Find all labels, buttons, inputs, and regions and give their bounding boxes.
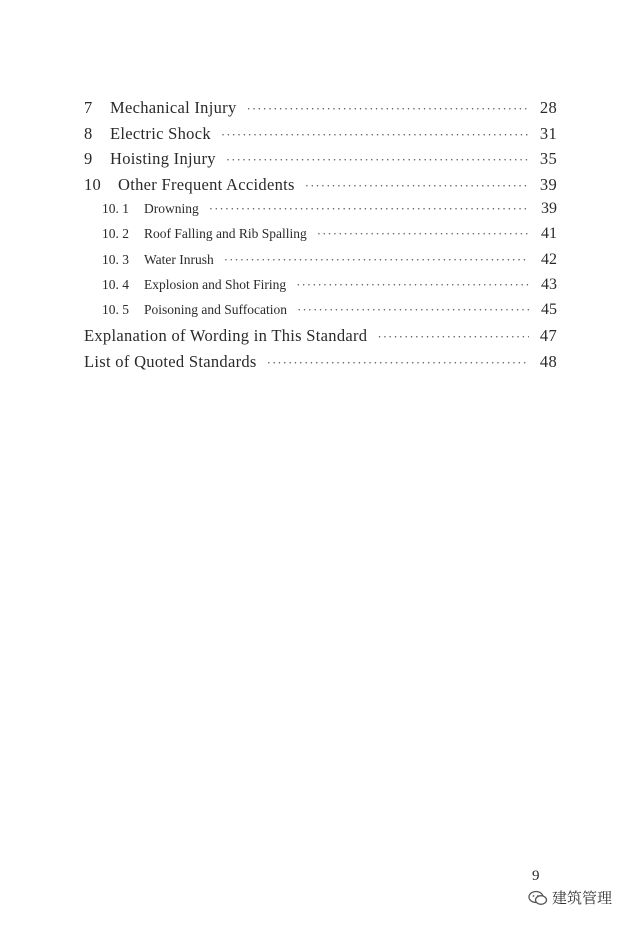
toc-subentry[interactable] — [84, 276, 557, 301]
toc-entry[interactable] — [84, 98, 557, 124]
toc-entry-page: 39 — [541, 200, 557, 217]
table-of-contents — [84, 98, 557, 377]
toc-entry-title: Electric Shock — [110, 123, 211, 143]
toc-entry-title: Water Inrush — [144, 251, 214, 267]
dot-leader — [267, 355, 529, 371]
toc-entry-title: Drowning — [144, 201, 199, 216]
wechat-icon — [528, 890, 548, 906]
toc-entry-page: 45 — [541, 301, 557, 319]
toc-entry-page: 31 — [539, 123, 557, 143]
toc-entry-title: List of Quoted Standards — [84, 351, 257, 371]
dot-leader — [209, 201, 529, 217]
dot-leader — [305, 178, 529, 194]
toc-entry-number: 10. 1 — [102, 201, 129, 216]
toc-entry-number: 10. 5 — [102, 302, 129, 318]
page-number: 9 — [532, 868, 540, 884]
dot-leader — [296, 277, 529, 293]
toc-entry-page: 48 — [539, 351, 557, 371]
toc-entry-title: Roof Falling and Rib Spalling — [144, 226, 307, 242]
toc-entry-number: 9 — [84, 149, 93, 168]
dot-leader — [224, 252, 529, 268]
toc-entry-title: Explosion and Shot Firing — [144, 276, 287, 292]
dot-leader — [377, 329, 529, 345]
watermark — [528, 887, 612, 908]
toc-entry-number: 10. 2 — [102, 226, 129, 242]
toc-entry-page: 28 — [539, 98, 557, 117]
toc-entry[interactable] — [84, 149, 557, 175]
toc-entry-number: 7 — [84, 98, 93, 117]
toc-entry-number: 10 — [84, 174, 102, 194]
dot-leader — [221, 127, 529, 143]
toc-entry-title: Poisoning and Suffocation — [144, 302, 287, 318]
toc-subentry[interactable] — [84, 200, 557, 225]
toc-subentry[interactable] — [84, 225, 557, 250]
dot-leader — [226, 152, 529, 168]
toc-entry-number: 10. 4 — [102, 276, 129, 292]
toc-entry-title: Hoisting Injury — [110, 149, 216, 168]
toc-entry[interactable] — [84, 124, 557, 150]
toc-entry-page: 42 — [541, 250, 557, 268]
toc-entry-title: Mechanical Injury — [110, 98, 237, 117]
toc-subentry[interactable] — [84, 301, 557, 326]
toc-entry-number: 8 — [84, 123, 93, 143]
dot-leader — [247, 101, 529, 117]
toc-entry-number: 10. 3 — [102, 251, 129, 267]
toc-entry[interactable] — [84, 175, 557, 201]
toc-subentry[interactable] — [84, 251, 557, 276]
toc-entry-title: Other Frequent Accidents — [118, 174, 295, 194]
toc-entry-page: 35 — [539, 149, 557, 168]
toc-entry-page: 39 — [539, 174, 557, 194]
toc-entry-page: 47 — [539, 326, 557, 346]
toc-entry-title: Explanation of Wording in This Standard — [84, 326, 368, 346]
dot-leader — [317, 226, 529, 242]
dot-leader — [297, 302, 529, 318]
watermark-text: 建筑管理 — [552, 889, 613, 907]
toc-entry-page: 41 — [541, 225, 557, 243]
toc-entry[interactable] — [84, 326, 557, 352]
toc-entry-page: 43 — [541, 275, 557, 293]
toc-entry[interactable] — [84, 352, 557, 378]
